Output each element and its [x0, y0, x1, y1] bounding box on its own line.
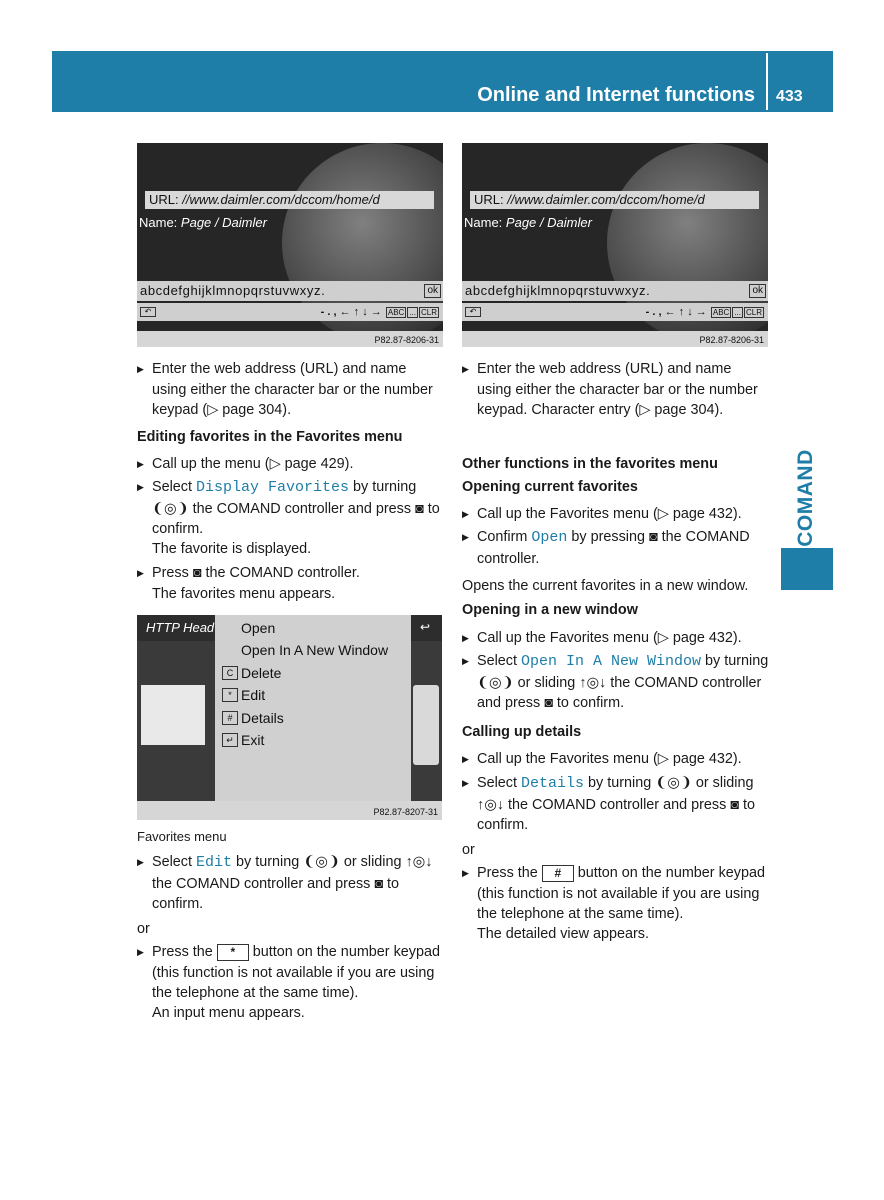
back-key-icon: ↵ — [222, 733, 238, 747]
delete-key-icon: C — [222, 666, 238, 680]
result-note: The detailed view appears. — [477, 926, 649, 942]
return-icon: ↩ — [420, 620, 431, 634]
subheading: Other functions in the favorites menu — [462, 456, 718, 472]
back-icon: ↶ — [465, 307, 481, 317]
or-separator: or — [137, 921, 150, 937]
http-header-label: HTTP Head — [146, 620, 215, 635]
section-title: Online and Internet functions — [477, 84, 755, 106]
menu-item-delete: Delete — [241, 665, 282, 681]
character-bar: abcdefghijklmnopqrstuvwxyz. ok — [137, 281, 443, 301]
menu-item-details: Details — [241, 710, 284, 726]
paragraph: Opens the current favorites in a new window. — [462, 578, 749, 594]
header-divider — [766, 53, 768, 110]
character-bar: abcdefghijklmnopqrstuvwxyz. ok — [462, 281, 768, 301]
instruction-step: ▶ Enter the web address (URL) and name using either the character bar or the number keypad. Character entry (▷ page 304). — [462, 359, 767, 421]
control-bar: ↶ - . , ← ↑ ↓ → ABC ... CLR — [462, 303, 768, 321]
image-code: P82.87-8206-31 — [699, 335, 764, 345]
image-code: P82.87-8206-31 — [374, 335, 439, 345]
hash-key-icon: # — [542, 865, 574, 882]
instruction-step: ▶ Confirm Open by pressing ◙ the COMAND controller. — [462, 527, 777, 569]
menu-item-open-new-window: Open In A New Window — [241, 642, 389, 658]
page-thumbnail — [141, 685, 205, 745]
name-field: Name: Page / Daimler — [139, 215, 267, 230]
url-field: URL: //www.daimler.com/dccom/home/d — [145, 191, 434, 209]
name-field: Name: Page / Daimler — [464, 215, 592, 230]
menu-item-open: Open — [241, 620, 276, 636]
instruction-step: ▶ Press the # button on the number keypad (this function is not available if you are using the telephone at the same time). — [462, 863, 782, 925]
menu-item-edit: Edit — [241, 687, 266, 703]
instruction-step: ▶ Select Details by turning ❨◎❩ or sliding ↑◎↓ the COMAND controller and press ◙ to confirm. — [462, 773, 777, 836]
result-note: An input menu appears. — [152, 1005, 305, 1021]
instruction-step: ▶ Call up the menu (▷ page 429). — [137, 454, 442, 475]
url-field: URL: //www.daimler.com/dccom/home/d — [470, 191, 759, 209]
url-entry-screenshot-left — [137, 143, 443, 347]
star-key-icon: * — [222, 688, 238, 702]
instruction-step: ▶ Call up the Favorites menu (▷ page 432). — [462, 504, 777, 525]
subheading: Calling up details — [462, 724, 582, 740]
instruction-step: ▶ Call up the Favorites menu (▷ page 432). — [462, 628, 777, 649]
menu-item-exit: Exit — [241, 732, 265, 748]
control-bar: ↶ - . , ← ↑ ↓ → ABC ... CLR — [137, 303, 443, 321]
subheading: Editing favorites in the Favorites menu — [137, 429, 403, 445]
chapter-label: COMAND — [794, 449, 817, 547]
hash-key-icon: # — [222, 711, 238, 725]
instruction-step: ▶ Enter the web address (URL) and name using either the character bar or the number keypad (▷ page 304). — [137, 359, 442, 421]
chapter-tab — [781, 440, 833, 590]
instruction-step: ▶ Select Edit by turning ❨◎❩ or sliding ↑◎↓ the COMAND controller and press ◙ to confirm. — [137, 852, 442, 915]
image-code: P82.87-8207-31 — [373, 807, 438, 817]
instruction-step: ▶ Press the * button on the number keypad (this function is not available if you are using the telephone at the same time). — [137, 942, 447, 1004]
page-number: 433 — [776, 88, 803, 105]
back-icon: ↶ — [140, 307, 156, 317]
subheading: Opening in a new window — [462, 602, 638, 618]
instruction-step: ▶ Select Display Favorites by turning ❨◎❩ the COMAND controller and press ◙ to confirm. — [137, 477, 442, 540]
favorites-menu-screenshot — [137, 615, 442, 820]
result-note: The favorites menu appears. — [152, 586, 336, 602]
or-separator: or — [462, 842, 475, 858]
favorites-menu-panel — [215, 615, 411, 801]
result-note: The favorite is displayed. — [152, 541, 312, 557]
instruction-step: ▶ Call up the Favorites menu (▷ page 432). — [462, 749, 777, 770]
page-header — [52, 51, 833, 112]
instruction-step: ▶ Select Open In A New Window by turning ❨◎❩ or sliding ↑◎↓ the COMAND controller and press ◙ to confirm. — [462, 651, 777, 714]
subheading: Opening current favorites — [462, 479, 638, 495]
star-key-icon: * — [217, 944, 249, 961]
figure-caption: Favorites menu — [137, 829, 227, 844]
chapter-marker — [781, 548, 833, 590]
url-entry-screenshot-right — [462, 143, 768, 347]
scroll-panel — [413, 685, 439, 765]
instruction-step: ▶ Press ◙ the COMAND controller. — [137, 563, 442, 584]
